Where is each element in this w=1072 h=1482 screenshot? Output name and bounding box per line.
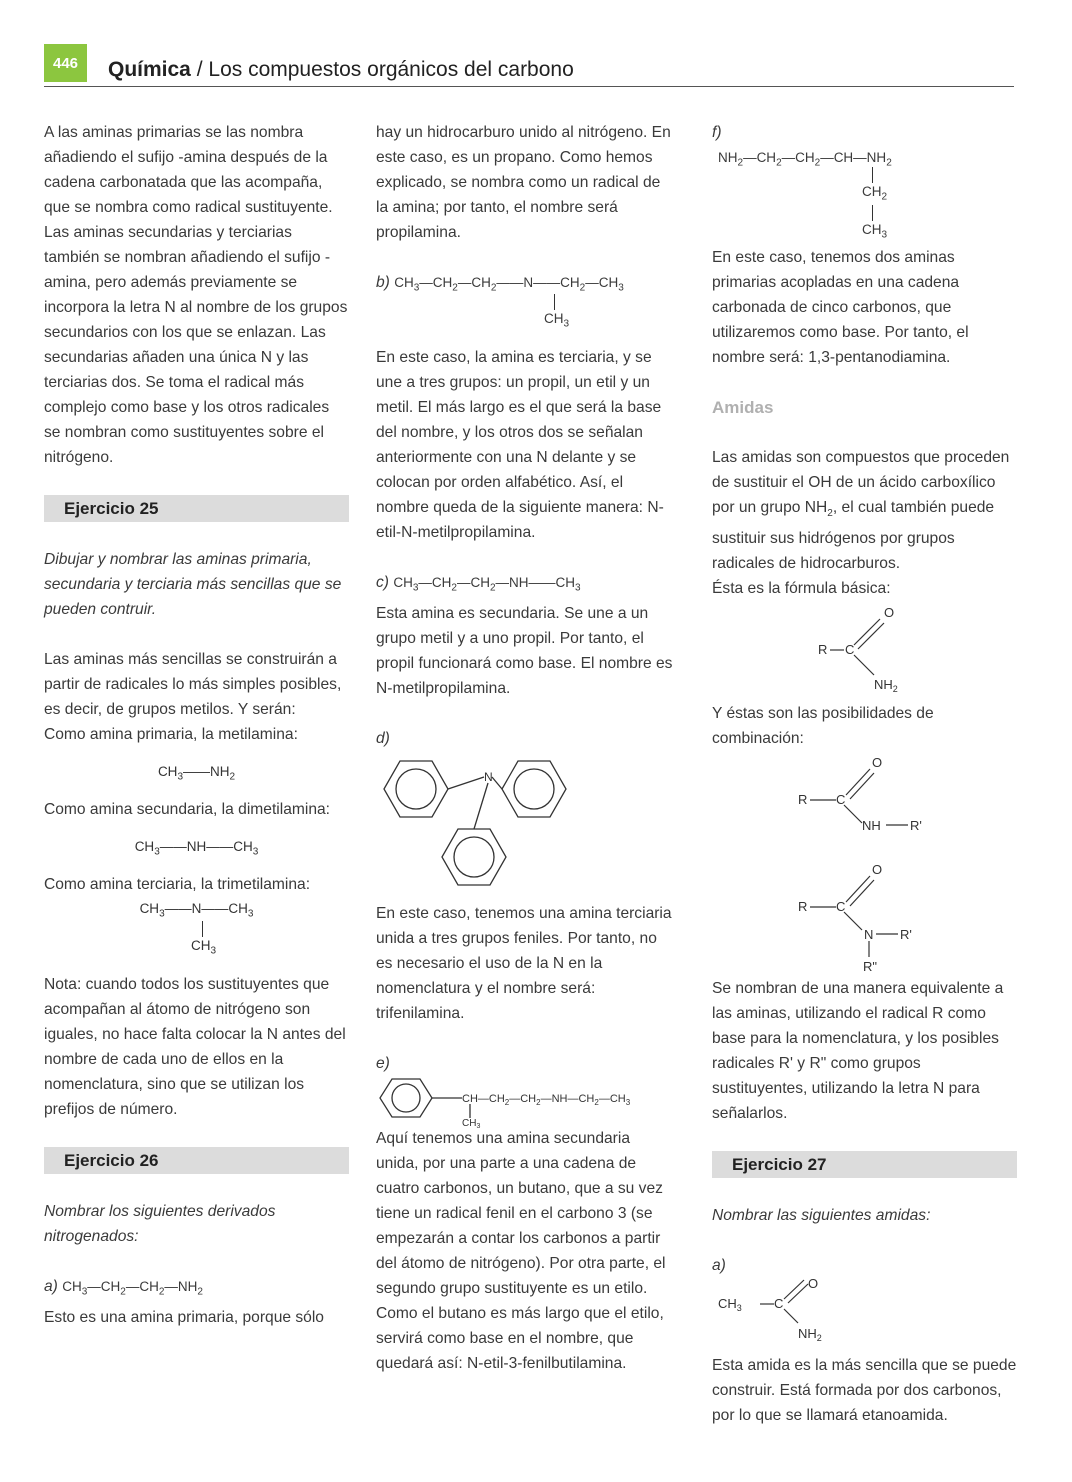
- exercise-26-c-formula: c) $CH_3—CH_2—CH_2—NH——CH_3$: [376, 574, 581, 594]
- page-number-badge: 446: [44, 44, 87, 82]
- secondary-amine-label: Como amina secundaria, la dimetilamina:: [44, 801, 331, 818]
- svg-text:N: N: [864, 927, 874, 943]
- page-header-title: [108, 58, 574, 82]
- methylamine-formula: $CH_3——NH_2$: [157, 764, 236, 783]
- svg-text:O: O: [808, 1276, 819, 1292]
- header-subject: Química: [108, 58, 191, 81]
- triphenylamine-structure: [380, 751, 570, 901]
- exercise-25-answer: Las aminas más sencillas se construirán a partir de radicales lo más simples posibles, es decir, de grupos metilos. Y serán:: [44, 651, 342, 718]
- tertiary-amine-label: Como amina terciaria, la trimetilamina:: [44, 876, 311, 893]
- exercise-27-header: Ejercicio 27: [712, 1151, 1017, 1178]
- svg-text:NH: NH: [862, 818, 881, 834]
- basic-formula-label: Ésta es la fórmula básica:: [712, 580, 891, 598]
- trimethylamine-formula: $CH_3——N——CH_3$ $CH_3$: [139, 901, 254, 957]
- svg-text:R: R: [798, 792, 808, 808]
- exercise-26-a-formula: a) $CH_3—CH_2—CH_2—NH_2$: [44, 1278, 203, 1298]
- svg-text:CH3: $CH_3$: [718, 1296, 742, 1314]
- svg-text:NH2: $NH_2$: [874, 677, 898, 695]
- exercise-26-c-text: Esta amina es secundaria. Se une a un grupo metil y a uno propil. Por tanto, el propil funcionará como base. El nombre es N-metilpropilamina.: [376, 604, 673, 697]
- exercise-27-a-label: a): [712, 1257, 726, 1275]
- svg-text:O: O: [872, 862, 883, 878]
- svg-text:R': R': [900, 927, 912, 943]
- svg-text:C: C: [845, 642, 855, 658]
- svg-text:CH3: $CH_3$: [462, 1117, 481, 1130]
- amide-basic-formula: [712, 601, 1012, 701]
- exercise-26-f-label: f): [712, 124, 722, 141]
- ethanamide-formula: [712, 1278, 1012, 1353]
- svg-text:R: R: [818, 642, 828, 658]
- exercise-26-d-label: d): [376, 729, 390, 747]
- amide-combinations: [712, 751, 1012, 976]
- exercise-27-prompt: Nombrar las siguientes amidas:: [712, 1207, 931, 1225]
- svg-text:R': R': [910, 818, 922, 834]
- dimethylamine-formula: $CH_3——NH——CH_3$: [134, 839, 259, 858]
- phenylbutylamine-structure: [376, 1076, 676, 1130]
- amidas-section-title: Amidas: [712, 398, 774, 417]
- exercise-26-a-continuation: hay un hidrocarburo unido al nitrógeno. En este caso, es un propano. Como hemos explicado, se nombra como un radical de la amina; por tanto, el nombre será propilamina.: [376, 124, 671, 241]
- column-1: [44, 120, 349, 1330]
- exercise-26-e-text: Aquí tenemos una amina secundaria unida, por una parte a una cadena de cuatro carbonos, un butano, que a su vez tiene un radical fenil en el carbono 3 (se empezarán a contar los carbonos a partir del átomo de nitrógeno). Por otra parte, el segundo grupo sustituyente es un etilo. Como el butano es más largo que el etilo, servirá como base en el nombre, que quedará así: N-etil-3-fenilbutilamina.: [376, 1129, 666, 1372]
- exercise-25-prompt: Dibujar y nombrar las aminas primaria, secundaria y terciaria más sencillas que se pueden contruir.: [44, 551, 342, 618]
- column-2: [376, 120, 676, 1376]
- exercise-27-a-text: Esta amida es la más sencilla que se puede construir. Está formada por dos carbonos, por lo que se llamará etanoamida.: [712, 1357, 1017, 1425]
- svg-text:R: R: [798, 899, 808, 915]
- primary-amine-label: Como amina primaria, la metilamina:: [44, 726, 298, 743]
- combinations-label: Y éstas son las posibilidades de combinación:: [712, 705, 934, 748]
- header-chapter: Los compuestos orgánicos del carbono: [208, 58, 574, 81]
- svg-text:C: C: [836, 792, 846, 808]
- exercise-26-header: Ejercicio 26: [44, 1147, 349, 1174]
- svg-text:CH—CH2—CH2—NH—CH2—CH3: $CH—CH_2—CH_2—NH—CH_2—CH_3$: [462, 1092, 631, 1107]
- header-separator: /: [190, 58, 209, 81]
- svg-text:N: N: [484, 769, 493, 784]
- exercise-26-b-text: En este caso, la amina es terciaria, y se une a tres grupos: un propil, un etil y un metil. El más largo es el que será la base del nombre, y los otros dos se señalan anteriormente con una N delante y se colocan por orden alfabético. Así, el nombre queda de la siguiente manera: N-etil-N-metilpropilamina.: [376, 349, 664, 541]
- exercise-26-f-text: En este caso, tenemos dos aminas primarias acopladas en una cadena carbonada de cinco carbonos, que utilizaremos como base. Por tanto, el nombre será: 1,3-pentanodiamina.: [712, 249, 969, 366]
- amidas-intro: Las amidas son compuestos que proceden de sustituir el OH de un ácido carboxílico por un grupo $NH_2$, el cual también puede sustituir sus hidrógenos por grupos radicales de hidrocarburos.: [712, 449, 1010, 573]
- svg-text:R": R": [863, 959, 878, 975]
- exercise-26-a-text: Esto es una amina primaria, porque sólo: [44, 1308, 324, 1326]
- exercise-26-b-formula: b) $CH_3—CH_2—CH_2——N——CH_2—CH_3$ $CH_3$: [376, 274, 624, 330]
- svg-text:O: O: [884, 605, 895, 621]
- column-3: [712, 120, 1017, 1428]
- intro-paragraph: A las aminas primarias se las nombra añadiendo el sufijo -amina después de la cadena carbonatada que las acompaña, que se nombra como radical sustituyente. Las aminas secundarias y terciarias también se nombran añadiendo el sufijo -amina, pero además previamente se incorpora la letra N al nombre de los grupos secundarios con los que se enlazan. Las secundarias añaden una única N y las terciarias dos. Se toma el radical más complejo como base y los otros radicales se nombran como sustituyentes sobre el nitrógeno.: [44, 124, 348, 466]
- exercise-26-prompt: Nombrar los siguientes derivados nitrogenados:: [44, 1203, 276, 1245]
- amide-naming-text: Se nombran de una manera equivalente a las aminas, utilizando el radical R como base para la nomenclatura, y los posibles radicales R' y R" como grupos sustituyentes, utilizando la letra N para señalarlos.: [712, 980, 1004, 1123]
- exercise-26-e-label: e): [376, 1054, 390, 1072]
- exercise-25-header: Ejercicio 25: [44, 495, 349, 522]
- exercise-26-d-text: En este caso, tenemos una amina terciaria unida a tres grupos feniles. Por tanto, no es necesario el uso de la N en la nomenclatura y el nombre será: trifenilamina.: [376, 904, 672, 1022]
- svg-text:NH2: $NH_2$: [798, 1326, 822, 1344]
- svg-text:C: C: [774, 1296, 784, 1312]
- exercise-26-f-formula: $NH_2—CH_2—CH_2—CH—NH_2$ $CH_2$ $CH_3$: [718, 150, 892, 241]
- header-rule: [44, 86, 1014, 87]
- svg-text:O: O: [872, 755, 883, 771]
- note-paragraph: Nota: cuando todos los sustituyentes que acompañan al átomo de nitrógeno son iguales, no hace falta colocar la N antes del nombre de cada uno de ellos en la nomenclatura, sino que se utilizan los prefijos de número.: [44, 976, 346, 1118]
- svg-text:C: C: [836, 899, 846, 915]
